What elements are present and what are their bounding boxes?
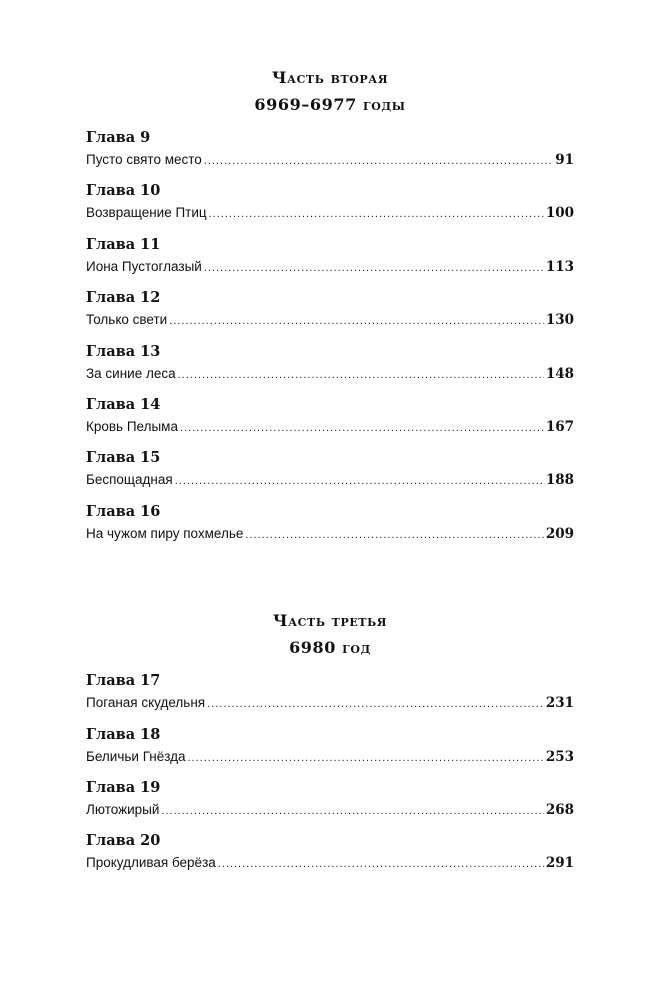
toc-entry[interactable]	[86, 831, 574, 882]
chapter-number: Глава 12	[86, 289, 161, 307]
chapter-number: Глава 18	[86, 725, 161, 743]
chapter-title: За синие леса	[86, 365, 176, 381]
page-number: 188	[545, 472, 574, 489]
dot-leader	[188, 748, 544, 768]
chapter-title: Кровь Пелыма	[86, 418, 178, 434]
chapter-title: Иона Пустоглазый	[86, 258, 202, 274]
page-number: 148	[545, 365, 574, 382]
chapter-title: Беличьи Гнёзда	[86, 748, 186, 764]
toc-entry[interactable]	[86, 395, 574, 446]
chapter-title: Беспощадная	[86, 472, 173, 488]
chapter-number: Глава 13	[86, 342, 161, 360]
dot-leader	[175, 471, 544, 491]
toc-line	[86, 203, 574, 224]
toc-entry[interactable]	[86, 288, 574, 339]
toc-line	[86, 800, 574, 821]
dot-leader	[178, 365, 544, 385]
chapter-number: Глава 15	[86, 449, 161, 467]
toc-line	[86, 747, 574, 768]
page-number: 167	[545, 418, 574, 435]
toc-line	[86, 150, 574, 171]
chapter-number: Глава 19	[86, 778, 161, 796]
dot-leader	[204, 258, 544, 278]
chapter-number: Глава 9	[86, 129, 151, 146]
part-heading	[86, 607, 574, 661]
chapter-number: Глава 17	[86, 672, 161, 690]
chapter-title: Поганая скудельня	[86, 695, 206, 711]
page-number: 209	[545, 525, 574, 542]
chapter-number: Глава 20	[86, 832, 161, 850]
page-number: 268	[545, 801, 574, 818]
page-number: 253	[545, 748, 574, 765]
toc-entry[interactable]	[86, 181, 574, 232]
part-title: Часть третья	[272, 611, 388, 631]
toc-line	[86, 693, 574, 714]
toc-entry[interactable]	[86, 778, 574, 829]
toc-line	[86, 470, 574, 491]
toc-entry[interactable]	[86, 235, 574, 286]
dot-leader	[207, 694, 544, 714]
chapter-title: На чужом пиру похмелье	[86, 525, 244, 541]
chapter-title: Возвращение Птиц	[86, 205, 207, 221]
page-number: 291	[545, 855, 574, 872]
toc-entry[interactable]	[86, 725, 574, 776]
dot-leader	[245, 525, 543, 545]
part-heading	[86, 64, 574, 118]
dot-leader	[161, 801, 543, 821]
dot-leader	[209, 204, 544, 224]
page-number: 100	[545, 205, 574, 222]
toc-entry[interactable]	[86, 128, 574, 179]
page-number: 130	[545, 312, 574, 329]
part-title: Часть вторая	[271, 68, 389, 87]
toc-line	[86, 257, 574, 278]
toc-line	[86, 310, 574, 331]
page-number: 91	[555, 152, 574, 168]
dot-leader	[169, 311, 544, 331]
chapter-list	[86, 128, 574, 553]
chapter-number: Глава 10	[86, 182, 161, 200]
toc-entry[interactable]	[86, 671, 574, 722]
dot-leader	[218, 854, 544, 874]
dot-leader	[180, 418, 544, 438]
page-number: 113	[545, 258, 574, 275]
chapter-title: Прокудливая берёза	[86, 855, 216, 871]
toc-entry[interactable]	[86, 448, 574, 499]
toc-line	[86, 417, 574, 438]
toc-entry[interactable]	[86, 502, 574, 553]
table-of-contents-page	[86, 0, 574, 883]
part-years: 6980 год	[289, 638, 371, 658]
chapter-number: Глава 11	[86, 235, 161, 253]
toc-line	[86, 853, 574, 874]
toc-line	[86, 524, 574, 545]
toc-line	[86, 364, 574, 385]
chapter-list	[86, 671, 574, 883]
page-number: 231	[545, 695, 574, 712]
chapter-title: Пусто свято место	[86, 152, 202, 167]
chapter-title: Только свети	[86, 312, 168, 328]
chapter-number: Глава 14	[86, 395, 161, 413]
chapter-number: Глава 16	[86, 502, 161, 520]
toc-entry[interactable]	[86, 342, 574, 393]
part-years: 6969–6977 годы	[254, 95, 406, 114]
chapter-title: Лютожирый	[86, 801, 160, 817]
dot-leader	[204, 151, 553, 171]
